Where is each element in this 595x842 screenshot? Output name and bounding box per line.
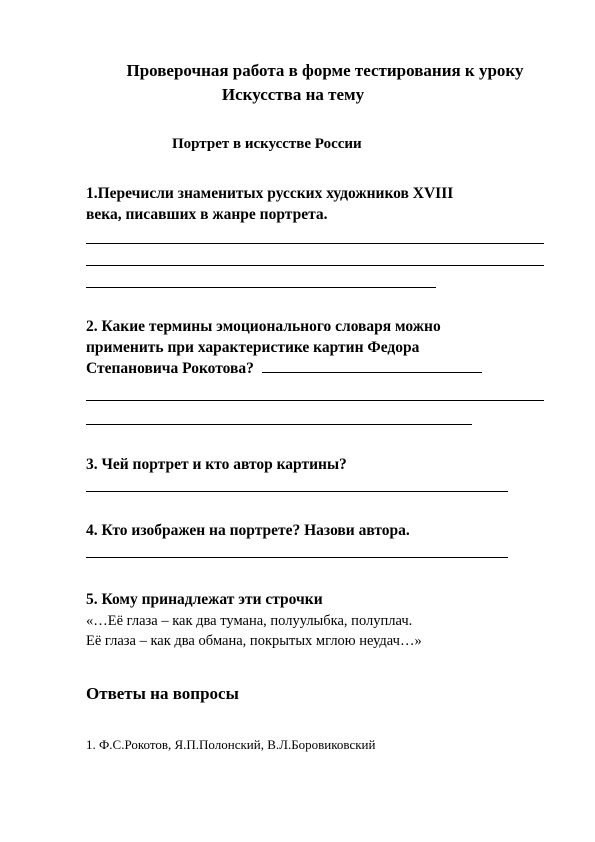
title-line-2: Искусства на тему — [221, 85, 365, 104]
poem-quote — [86, 611, 566, 651]
question-5-line-1: 5. Кому принадлежат эти строчки — [86, 591, 323, 608]
question-1-line-1: 1.Перечисли знаменитых русских художников XVIII — [86, 185, 454, 202]
title-line-1: Проверочная работа в форме тестирования к уроку — [126, 61, 524, 80]
question-3 — [86, 454, 556, 475]
answer-line-2b[interactable] — [86, 400, 544, 401]
answers-heading: Ответы на вопросы — [86, 684, 239, 703]
poem-line-1: «…Её глаза – как два тумана, полуулыбка, полуплач. — [86, 613, 413, 629]
question-2-line-1: 2. Какие термины эмоционального словаря можно — [86, 318, 441, 335]
question-4-line-1: 4. Кто изображен на портрете? Назови автора. — [86, 522, 410, 539]
answer-1: 1. Ф.С.Рокотов, Я.П.Полонский, В.Л.Боровиковский — [86, 737, 376, 752]
question-3-line-1: 3. Чей портрет и кто автор картины? — [86, 456, 347, 473]
question-1 — [86, 183, 556, 225]
question-2-line-2: применить при характеристике картин Федора — [86, 339, 420, 356]
answer-line-2c[interactable] — [86, 424, 472, 425]
question-5 — [86, 589, 556, 610]
question-2-line-3-wrap — [86, 358, 556, 379]
question-4 — [86, 520, 556, 541]
poem-line-2: Её глаза – как два обмана, покрытых мглою неудач…» — [86, 633, 422, 649]
answer-line-4[interactable] — [86, 557, 508, 558]
answer-line-1b[interactable] — [86, 265, 544, 266]
question-2 — [86, 316, 556, 379]
answer-line-3[interactable] — [86, 491, 508, 492]
answer-line-1a[interactable] — [86, 243, 544, 244]
question-1-line-2: века, писавших в жанре портрета. — [86, 206, 328, 223]
answer-line-2a[interactable] — [262, 358, 482, 373]
question-2-line-3: Степановича Рокотова? — [86, 360, 254, 377]
answer-line-1c[interactable] — [86, 287, 436, 288]
subtitle: Портрет в искусстве России — [172, 136, 362, 152]
